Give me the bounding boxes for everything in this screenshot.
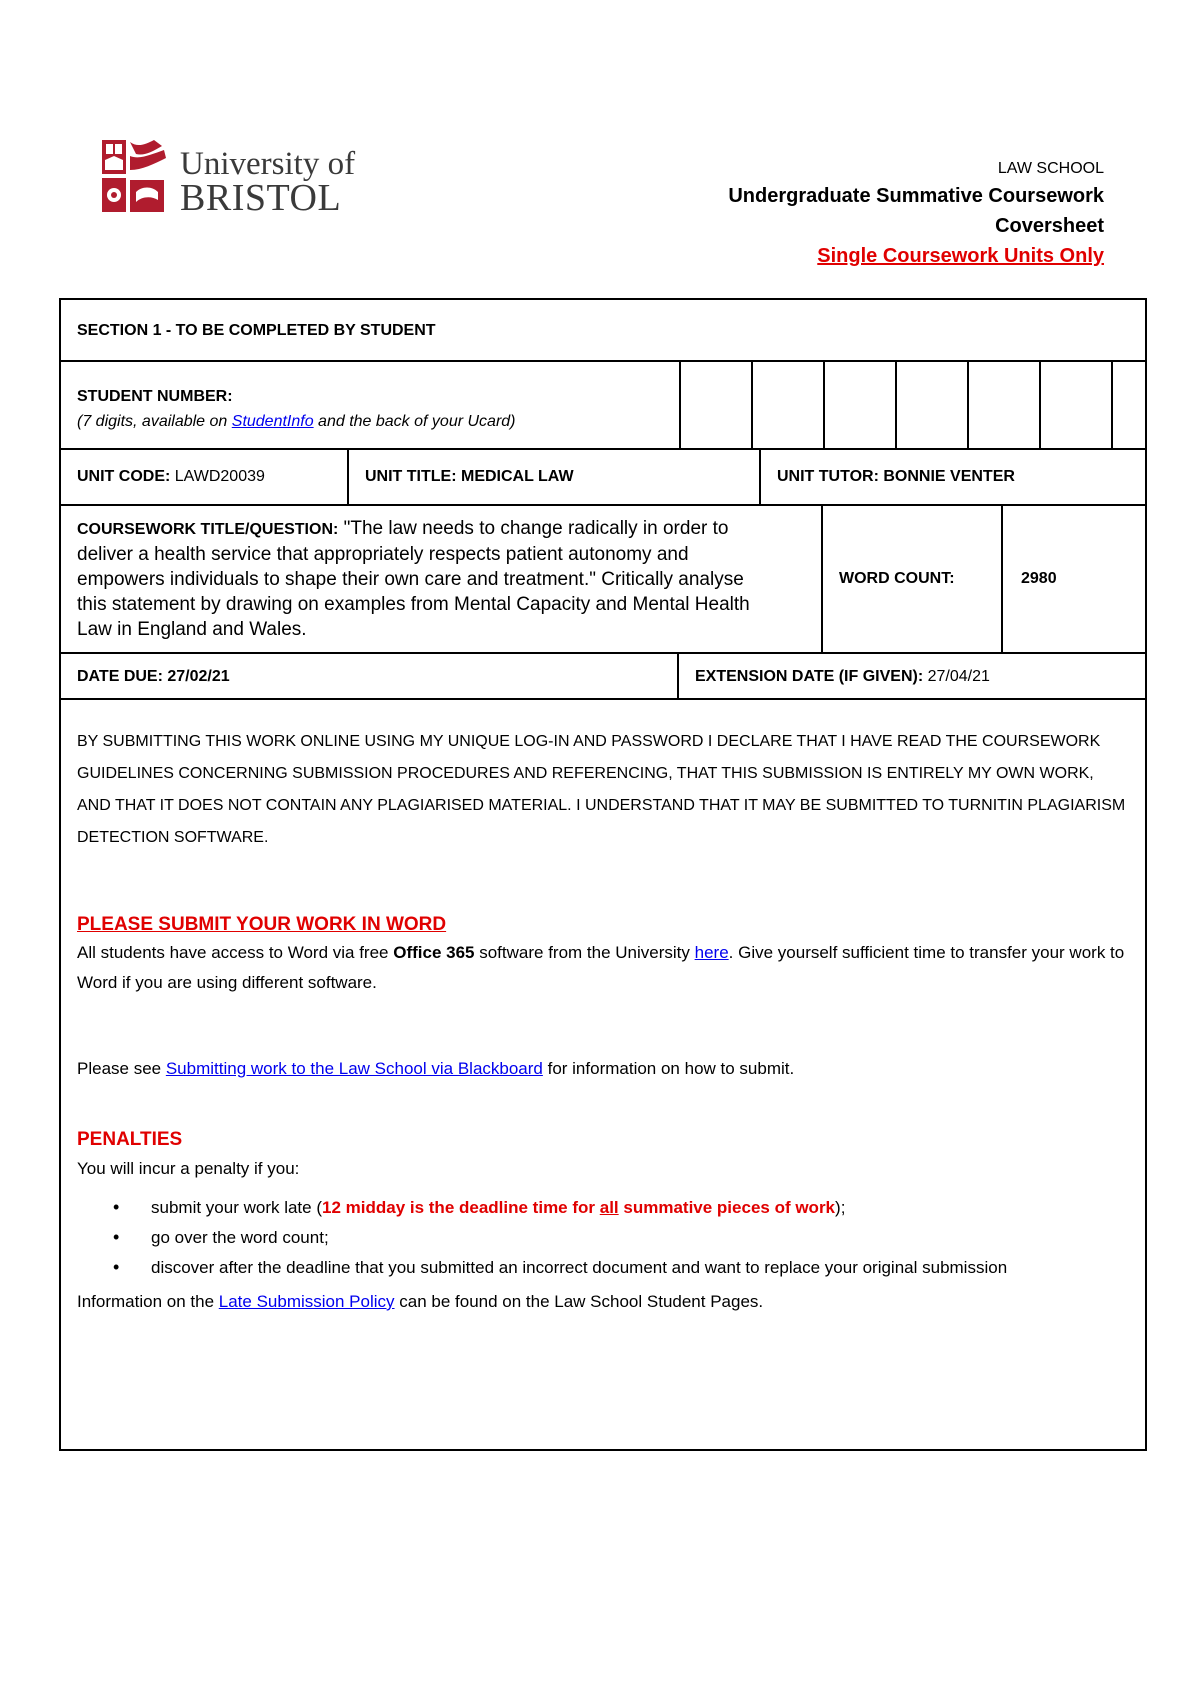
unit-title: UNIT TITLE: MEDICAL LAW (365, 468, 574, 485)
student-number-hint (77, 410, 516, 434)
information-section (61, 700, 1145, 1449)
student-number-digit-box[interactable] (679, 362, 751, 448)
word-text-pre: All students have access to Word via free (77, 943, 394, 962)
information-body (77, 700, 1127, 1317)
late-policy-pre: Information on the (77, 1292, 219, 1311)
penalties-list (77, 1194, 1127, 1281)
penalty-item1-post: ); (835, 1198, 846, 1217)
list-item (77, 1224, 1127, 1251)
late-submission-policy-link[interactable]: Late Submission Policy (218, 1292, 395, 1311)
logo-text-bristol: BRISTOL (180, 177, 342, 219)
student-number-digit-box[interactable] (967, 362, 1039, 448)
hint-text-pre: (7 digits, available on (77, 413, 232, 430)
word-count-label: WORD COUNT: (839, 570, 955, 587)
university-logo (102, 140, 356, 219)
extension-date-cell (677, 654, 1147, 698)
unit-tutor: UNIT TUTOR: BONNIE VENTER (777, 468, 1015, 485)
list-item (77, 1194, 1127, 1221)
student-number-label-block (77, 384, 516, 434)
coursework-title-label: COURSEWORK TITLE/QUESTION: (77, 521, 339, 538)
student-number-row (61, 362, 1145, 450)
submitting-work-blackboard-link[interactable]: Submitting work to the Law School via Blackboard (165, 1059, 543, 1078)
coursework-title (77, 516, 757, 642)
coursework-title-value: "The law needs to change radically in order to deliver a health service that appropriately respects patient autonomy and empowers individuals to shape their own care and treatment." Critically analyse this statement by drawing on examples from Mental Capacity and Mental Health Law in England and Wales. (77, 518, 750, 640)
submit-info-post: for information on how to submit. (542, 1059, 795, 1078)
bullet-icon: • (113, 1197, 120, 1217)
header-title-line2: Coversheet (995, 215, 1104, 237)
penalty-item3: discover after the deadline that you submitted an incorrect document and want to replace your original submission (151, 1258, 1008, 1277)
submit-info-text (77, 1054, 1127, 1084)
student-number-label: STUDENT NUMBER: (77, 388, 233, 405)
coversheet-form (59, 298, 1147, 1451)
word-count-value-cell (1001, 506, 1147, 652)
unit-code-value: LAWD20039 (170, 468, 265, 485)
student-number-digit-box[interactable] (895, 362, 967, 448)
deadline-text-end: summative pieces of work (618, 1198, 836, 1217)
school-name: LAW SCHOOL (997, 160, 1104, 177)
student-number-digit-box[interactable] (1111, 362, 1147, 448)
deadline-all-text: all (599, 1198, 619, 1217)
late-policy-post: can be found on the Law School Student Pages. (394, 1292, 764, 1311)
submit-in-word-text (77, 938, 1127, 998)
hint-text-post: and the back of your Ucard) (313, 413, 516, 430)
office365-here-link[interactable]: here (694, 943, 729, 962)
dates-row (61, 654, 1145, 700)
student-number-digit-box[interactable] (1039, 362, 1111, 448)
student-number-digit-box[interactable] (751, 362, 823, 448)
word-count-value: 2980 (1021, 570, 1057, 587)
declaration-text: BY SUBMITTING THIS WORK ONLINE USING MY UNIQUE LOG-IN AND PASSWORD I DECLARE THAT I HAVE READ THE COURSEWORK GUIDELINES CONCERNING SUBMISSION PROCEDURES AND REFERENCING, THAT THIS SUBMISSION IS ENTIRELY MY OWN WORK, AND THAT IT DOES NOT CONTAIN ANY PLAGIARISED MATERIAL. I UNDERSTAND THAT IT MAY BE SUBMITTED TO TURNITIN PLAGIARISM DETECTION SOFTWARE. (77, 733, 1126, 846)
coursework-title-row (61, 506, 1145, 654)
penalty-item1-pre: submit your work late ( (151, 1198, 322, 1217)
submit-info-pre: Please see (77, 1059, 166, 1078)
section-title-row (61, 300, 1145, 362)
logo-text-university-of: University of (180, 146, 356, 182)
penalties-intro: You will incur a penalty if you: (77, 1159, 300, 1178)
bullet-icon: • (113, 1257, 120, 1277)
unit-code (77, 468, 265, 486)
unit-info-row (61, 450, 1145, 506)
header-title-line1: Undergraduate Summative Coursework (728, 185, 1104, 207)
late-policy-info (77, 1287, 1127, 1317)
submit-in-word-heading: PLEASE SUBMIT YOUR WORK IN WORD (77, 914, 447, 935)
office365-text: Office 365 (393, 943, 475, 962)
word-text-post: . Give yourself sufficient time to transfer your work to Word if you are using different software. (77, 943, 1125, 992)
date-due: DATE DUE: 27/02/21 (77, 668, 230, 685)
word-count-label-cell (821, 506, 1001, 652)
section-title: SECTION 1 - TO BE COMPLETED BY STUDENT (77, 322, 436, 339)
bullet-icon: • (113, 1227, 120, 1247)
unit-tutor-cell (759, 450, 1147, 504)
penalties-heading: PENALTIES (77, 1129, 183, 1150)
extension-date-value: 27/04/21 (923, 668, 990, 685)
penalty-item2: go over the word count; (151, 1228, 329, 1247)
studentinfo-link[interactable]: StudentInfo (231, 413, 314, 430)
word-text-mid: software from the University (474, 943, 695, 962)
student-number-digit-box[interactable] (823, 362, 895, 448)
single-units-notice: Single Coursework Units Only (817, 245, 1104, 267)
document-header (728, 157, 1104, 271)
unit-title-cell (347, 450, 759, 504)
extension-date-label: EXTENSION DATE (IF GIVEN): (695, 668, 924, 685)
deadline-text: 12 midday is the deadline time for (322, 1198, 600, 1217)
university-crest-icon (102, 140, 172, 212)
list-item (77, 1254, 1127, 1281)
extension-date (695, 668, 990, 686)
unit-code-label: UNIT CODE: (77, 468, 171, 485)
